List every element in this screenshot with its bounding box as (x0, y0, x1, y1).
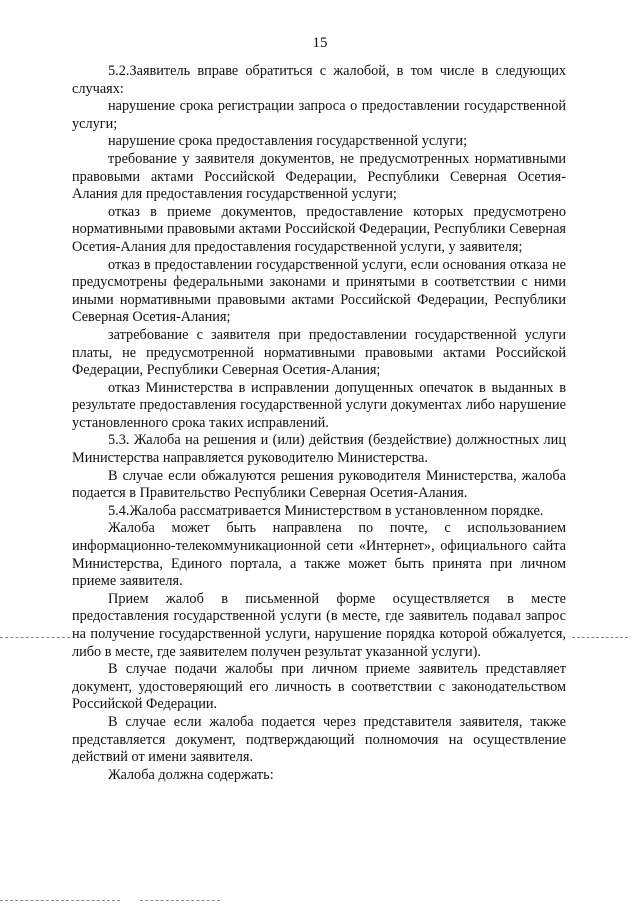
paragraph-registration-violation: нарушение срока регистрации запроса о предоставлении государственной услуги; (72, 98, 566, 132)
paragraph-fee-demand: затребование с заявителя при предоставлении государственной услуги платы, не предусмотренной нормативными правовыми актами Российской Федерации, Республики Северная Осетия-Алания; (72, 326, 566, 379)
paragraph-service-refusal: отказ в предоставлении государственной услуги, если основания отказа не предусмотрены федеральными законами и принятыми в соответствии с ними иными нормативными правовыми актами Российской Федерации, Республики Северная Осетия-Алания; (72, 256, 566, 326)
scan-artifact-bottom-left (0, 900, 120, 901)
paragraph-personal-reception: В случае подачи жалобы при личном приеме заявитель представляет документ, удостоверяющий его личность в соответствии с законодательством Российской Федерации. (72, 661, 566, 713)
paragraph-document-requirement: требование у заявителя документов, не предусмотренных нормативными правовыми актами Российской Федерации, Республики Северная Осетия-Алания для предоставления государственной услуги; (72, 150, 566, 203)
paragraph-written-reception: Прием жалоб в письменной форме осуществляется в месте предоставления государственной услуги (в месте, где заявитель подавал запрос на получение государственной услуги, нарушение порядка которой обжалуется, либо в месте, где заявителем получен результат указанной услуги). (72, 590, 566, 660)
paragraph-document-refusal: отказ в приеме документов, предоставление которых предусмотрено нормативными правовыми актами Российской Федерации, Республики Северная Осетия-Алания для предоставления государственной услуги, у заявителя; (72, 203, 566, 255)
paragraph-minister-appeal: В случае если обжалуются решения руководителя Министерства, жалоба подается в Правительство Республики Северная Осетия-Алания. (72, 467, 566, 502)
page-number: 15 (312, 35, 328, 51)
scan-artifact-right (572, 637, 628, 638)
paragraph-5-3: 5.3. Жалоба на решения и (или) действия (бездействие) должностных лиц Министерства направляется руководителю Министерства. (72, 432, 566, 467)
scan-artifact-bottom-center (140, 900, 220, 901)
scan-artifact-left (0, 637, 70, 638)
paragraph-5-4: 5.4.Жалоба рассматривается Министерством в установленном порядке. (108, 502, 544, 519)
paragraph-correction-refusal: отказ Министерства в исправлении допущенных опечаток в выданных в результате предоставления государственной услуги документах либо нарушение установленного срока таких исправлений. (72, 379, 566, 431)
paragraph-representative: В случае если жалоба подается через представителя заявителя, также представляется документ, подтверждающий полномочия на осуществление действий от имени заявителя. (72, 713, 566, 766)
paragraph-5-2-intro: 5.2.Заявитель вправе обратиться с жалобой, в том числе в следующих случаях: (72, 63, 566, 97)
paragraph-submission-channels: Жалоба может быть направлена по почте, с использованием информационно-телекоммуникационной сети «Интернет», официального сайта Министерства, Единого портала, а также может быть принята при личном приеме заявителя. (72, 520, 566, 590)
document-body (72, 63, 566, 784)
paragraph-service-term-violation: нарушение срока предоставления государственной услуги; (108, 133, 468, 150)
paragraph-complaint-contents: Жалоба должна содержать: (108, 766, 274, 783)
